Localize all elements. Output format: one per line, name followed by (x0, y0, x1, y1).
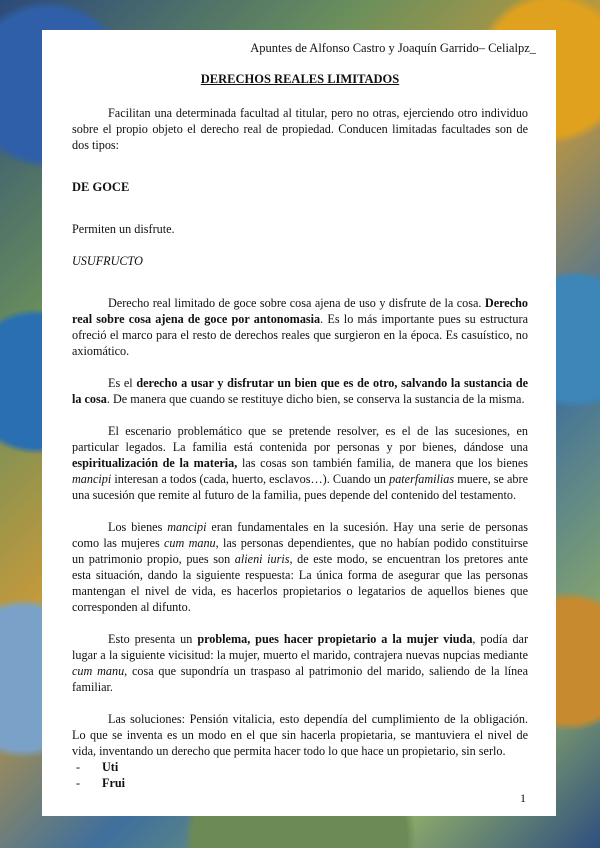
paragraph-1: Derecho real limitado de goce sobre cosa ajena de uso y disfrute de la cosa. Derecho real sobre cosa ajena de goce por antonomasia. Es lo más importante pues su estructura ofreció el marco para el resto de derechos reales que surgieron en la época. Es casuístico, no axiomático. (72, 296, 528, 358)
paragraph-4: Los bienes mancipi eran fundamentales en la sucesión. Hay una serie de personas como las mujeres cum manu, las personas dependientes, que no habían podido constituirse un patrimonio propio, pues son alieni iuris, de este modo, se encuentran los pretores ante esta situación, dando la siguiente respuesta: La única forma de asegurar que las personas mantengan el nivel de vida, es hacerlos propietarios o legatarios de aquellos bienes que corresponden al difunto. (72, 520, 528, 614)
paragraph-3: El escenario problemático que se pretende resolver, es el de las sucesiones, en particular legados. La familia está contenida por personas y por bienes, dándose una espiritualización de la materia, las cosas son también familia, de manera que los bienes mancipi interesan a todos (cada, huerto, esclavos…). Cuando un paterfamilias muere, se abre una sucesión que remite al futuro de la familia, pues depende del contenido del testamento. (72, 424, 528, 502)
list-item: - Frui (76, 776, 126, 790)
section-text: Permiten un disfrute. (72, 222, 175, 236)
document-title: DERECHOS REALES LIMITADOS (200, 72, 400, 86)
intro-paragraph: Facilitan una determinada facultad al titular, pero no otras, ejerciendo otro individuo sobre el propio objeto el derecho real de propiedad. Conducen limitadas facultades son de dos tipos: (72, 106, 528, 152)
page-header: Apuntes de Alfonso Castro y Joaquín Garrido– Celialpz_ (250, 41, 536, 55)
bullet-list (72, 759, 528, 791)
page-number: 1 (520, 791, 526, 805)
paragraph-2: Es el derecho a usar y disfrutar un bien que es de otro, salvando la sustancia de la cosa. De manera que cuando se restituye dicho bien, se conserva la sustancia de la misma. (72, 376, 529, 406)
paragraph-5: Esto presenta un problema, pues hacer propietario a la mujer viuda, podía dar lugar a la siguiente vicisitud: la mujer, muerto el marido, contrajera nuevas nupcias mediante cum manu, cosa que supondría un traspaso al patrimonio del marido, saliendo de la línea familiar. (72, 632, 529, 694)
subsection-heading: USUFRUCTO (72, 254, 143, 268)
section-heading: DE GOCE (72, 180, 130, 194)
document-page (42, 30, 556, 816)
paragraph-6: Las soluciones: Pensión vitalicia, esto dependía del cumplimiento de la obligación. Lo que se inventa es un modo en el que sin hacerla propietaria, se mantuviera el nivel de vida, inventando un derecho que permita hacer todo lo que hace un propietario, sin serlo. (72, 712, 528, 758)
list-item: - Uti (76, 760, 119, 774)
